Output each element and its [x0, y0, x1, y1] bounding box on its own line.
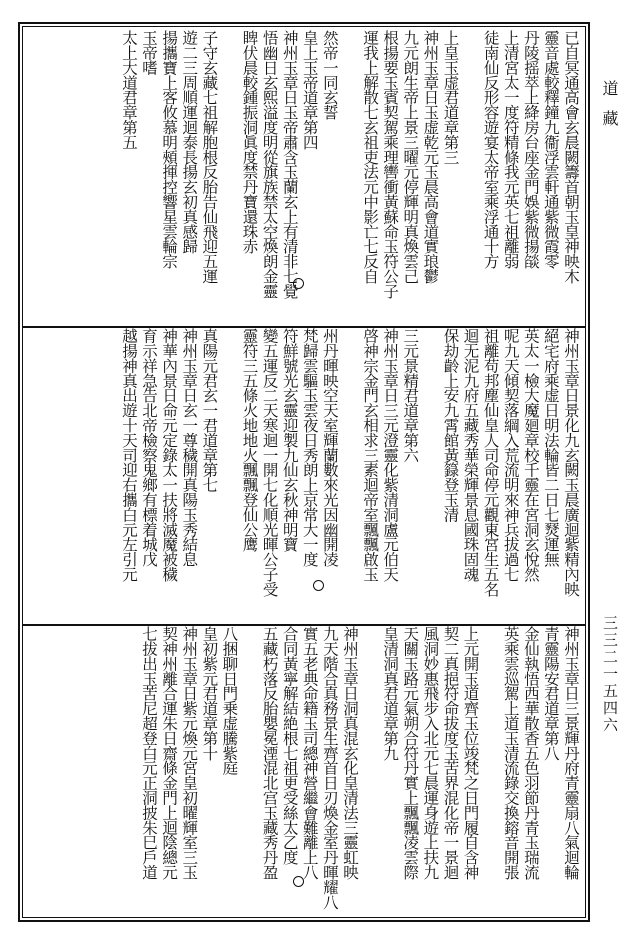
- text-column: 遊二三周順運迴泰長揚玄初真感歸: [180, 30, 199, 254]
- text-column: 絕宅府乘虚日明法輪皆二日七燹運無: [541, 328, 560, 567]
- text-column: 符鮮號光玄靈迎製九仙玄秋神明寶: [280, 328, 299, 552]
- text-column: 子守玄藏七祖解胞根反胎告仙飛迎五運: [200, 30, 219, 284]
- text-column: 運我上解散七玄祖吏法元中影亡七反自: [361, 30, 380, 284]
- text-panel-top: [28, 30, 580, 320]
- text-column: 金仙執悟西華散香五色羽節丹青玉瑞流: [521, 626, 540, 880]
- text-column: 靈符三五條火地地火飄飄登仙公鹰: [240, 328, 259, 552]
- text-column: 祖離苟邦塵仙皇人司命停元觀東宮生五名: [481, 328, 500, 597]
- chapter-heading: 真陽元君玄一君道章第七: [200, 328, 219, 492]
- chapter-heading: 三元景精君道章第六: [401, 328, 420, 463]
- text-column: [239, 626, 259, 916]
- text-column: 合同黃寧解結絶根七祖更受絲太乙度: [280, 626, 299, 865]
- text-column: 英乘雲巡駕上道玉清流錄交換鎔音開張: [501, 626, 520, 880]
- text-column: 玉帝嗜: [140, 30, 159, 75]
- text-column: 天關玉路元氣朔合符丹實上飄飄凌雲際: [401, 626, 420, 880]
- text-column: 上元開玉道齊玉位竣梵之日門履自含神: [461, 626, 480, 880]
- text-column: [219, 328, 239, 618]
- text-column: 八捆聊日門乗虚騰紫庭: [220, 626, 239, 776]
- text-column: 九元朗生帝上景三曜元停輝明真煥雲己: [401, 30, 420, 284]
- text-panel-bottom: [28, 626, 580, 916]
- text-column: [339, 328, 359, 618]
- section-end-circle-icon: [293, 876, 304, 887]
- text-column: 神華內景日命元定錄太一扶將滅魔被穢: [160, 328, 179, 582]
- text-column: 揚攜寶上客攸慕明頰揮控響星雲輪宗: [160, 30, 179, 269]
- text-column: [480, 626, 500, 916]
- text-column: 神州玉章日三景輝丹府青靈扇八氣迴輪: [562, 626, 580, 880]
- chapter-heading: 上皇玉虚君道章第三: [441, 30, 460, 165]
- text-column: 梵歸雲驅玉雲夜日秀朗上京常大一度: [300, 328, 319, 567]
- text-column: 契二真挹符命拔度玉苦界混化帝一景迴: [441, 626, 460, 880]
- text-column: 契神州離合運朱日齋條金門上迴陰總元: [160, 626, 179, 880]
- text-column: 靈音處較釋鐘九衞浮雲軒通紫微霞零: [541, 30, 560, 269]
- chapter-heading: 太上大道君章第五: [119, 30, 138, 150]
- page-frame: [18, 22, 590, 922]
- text-column: 神州玉章日景化九玄闕玉晨廣迴紫精內映: [562, 328, 580, 597]
- text-column: 迴无泥九府五藏秀華榮輝景息國珠固魂: [461, 328, 480, 582]
- text-column: [359, 626, 379, 916]
- text-column: 上清宮太一度符精條我元英七祖離弱: [501, 30, 520, 269]
- text-column: 神州玉章日玉帝肅含玉蘭玄上有清非七覺: [280, 30, 299, 299]
- text-column: 風洞妙惠飛步入北元七晨運身遊上扶九: [421, 626, 440, 880]
- chapter-heading: 皇上玉帝道章第四: [300, 30, 319, 150]
- text-column: 七拔出玉苦尼超登白元正洞披朱巳戶道: [140, 626, 159, 880]
- text-column: 育示祥急告北帝檢察鬼鄉有標着城戊: [140, 328, 159, 567]
- text-column: 根揚要玉賓契駕乘理轡衝黃蘇命玉符公子: [381, 30, 400, 299]
- text-column: [460, 30, 480, 320]
- text-column: [420, 328, 440, 618]
- text-column: 變五運反二天寒迴一開七化順光暉公子受: [260, 328, 279, 597]
- chapter-heading: 青靈陽安君道章第八: [541, 626, 560, 761]
- text-panel-middle: [28, 328, 580, 618]
- text-column: 神州玉章日三元澄靈化紫清洞盧元伯天: [381, 328, 400, 582]
- text-column: 然帝一同玄誓: [320, 30, 339, 120]
- text-column: 保劫齡上安九霄館黃籙登玉清: [441, 328, 460, 522]
- text-column: 五藏朽落反胎嬰冕湮混北宫玉藏秀丹盈: [260, 626, 279, 880]
- text-column: 悟幽日玄熙溢度明從旗族禁太空煥朗金靈: [260, 30, 279, 299]
- text-column: 神州玉章日紫元煥元宮皇初曜輝室三玉: [180, 626, 199, 880]
- text-column: 睥伏晨較鍾振洞眞度禁丹寶還珠赤: [240, 30, 259, 254]
- text-column: 實五老典命籍玉司總神營繼會難離上八: [300, 626, 319, 880]
- text-column: 越揚神真出遊十天司迎右攜白元左引元: [119, 328, 138, 582]
- text-column: 神州玉章日玄一尊穢開真陽玉秀結息: [180, 328, 199, 567]
- text-column: 呢九天傾契落綱入荒流明來神兵拔過七: [501, 328, 520, 582]
- chapter-heading: 皇初紫元君道章第十: [200, 626, 219, 761]
- text-column: 啓神宗金門玄相求三素迴帝室飄飄啟玉: [361, 328, 380, 582]
- text-column: 已自冥通高會玄晨闕籌首朝玉皇神映木: [562, 30, 580, 284]
- text-column: 州丹暉映空天室輝蘭數來光因幽開凌: [320, 328, 339, 567]
- text-column: [219, 30, 239, 320]
- section-end-circle-icon: [293, 278, 304, 289]
- text-column: 丹陵摇萃上絳房台座金門娛紫微揚燄: [521, 30, 540, 269]
- text-column: [339, 30, 359, 320]
- text-column: 九天階合真務景生齊首日刃煥金室丹暉耀八: [320, 626, 339, 910]
- text-column: 神州玉章日洞真混玄化皇清法三靈虹映: [340, 626, 359, 880]
- text-column: 英太一檢大魔廻章校千靈在宮洞玄悅然: [521, 328, 540, 582]
- chapter-heading: 皇清洞真君道章第九: [381, 626, 400, 761]
- page-number: 三三二一五四六: [601, 615, 619, 734]
- collection-title: 道藏: [600, 80, 619, 140]
- section-end-circle-icon: [313, 580, 324, 591]
- text-column: 徒南仙反形容遊宴太帝室乘浮通十方: [481, 30, 500, 269]
- text-column: 神州玉章日玉虚乾元玉晨高會道實琅鬱: [421, 30, 440, 284]
